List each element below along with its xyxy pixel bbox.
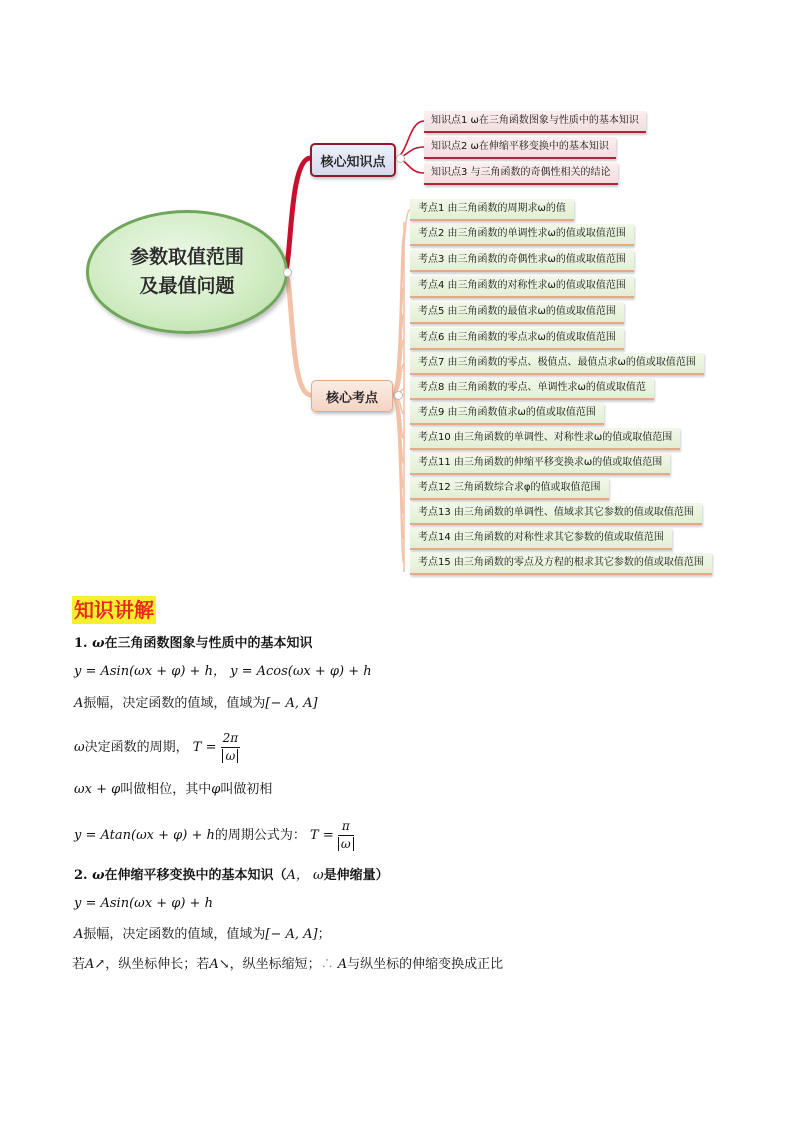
tan-expr: y = Atan(ωx + φ) + h <box>74 828 215 843</box>
s2-amplitude-var: A <box>74 927 84 942</box>
exam-point-2[interactable]: 考点2 由三角函数的单调性求ω的值或取值范围 <box>410 224 634 246</box>
tan-fraction <box>338 818 354 853</box>
section1-phase <box>74 780 272 800</box>
section2-heading <box>74 866 389 886</box>
exam-point-1[interactable]: 考点1 由三角函数的周期求ω的值 <box>410 199 574 221</box>
hub-core-exam-points[interactable]: 核心考点 <box>311 380 393 412</box>
knowledge-point-3[interactable]: 知识点3 与三角函数的奇偶性相关的结论 <box>424 163 618 185</box>
amplitude-range: [− A, A] <box>265 696 318 711</box>
knowledge-connectors <box>394 121 424 173</box>
phase-text2: 叫做初相 <box>220 782 273 797</box>
section2-heading-text: 在伸缩平移变换中的基本知识（ <box>104 868 287 883</box>
tan-denominator: ω <box>338 837 354 851</box>
period-T: T = <box>192 740 217 755</box>
hub-core-knowledge[interactable]: 核心知识点 <box>310 143 396 177</box>
tan-text: 的周期公式为： <box>214 828 306 843</box>
collapse-toggle-knowledge[interactable] <box>396 154 405 163</box>
exam-point-7[interactable]: 考点7 由三角函数的零点、极值点、最值点求ω的值或取值范围 <box>410 353 704 375</box>
phase-text1: 叫做相位，其中 <box>120 782 212 797</box>
exam-point-12[interactable]: 考点12 三角函数综合求φ的值或取值范围 <box>410 478 609 500</box>
amplitude-var: A <box>74 696 84 711</box>
rule-A2: A <box>209 957 219 972</box>
rule-part2: ↗，纵坐标伸长；若 <box>94 957 210 972</box>
collapse-toggle-root[interactable] <box>283 268 292 277</box>
section1-heading-text: 在三角函数图象与性质中的基本知识 <box>104 636 313 651</box>
rule-A1: A <box>85 957 95 972</box>
knowledge-point-1[interactable]: 知识点1 ω在三角函数图象与性质中的基本知识 <box>424 111 646 133</box>
exam-point-9[interactable]: 考点9 由三角函数值求ω的值或取值范围 <box>410 403 604 425</box>
exam-point-4[interactable]: 考点4 由三角函数的对称性求ω的值或取值范围 <box>410 276 634 298</box>
exam-point-5[interactable]: 考点5 由三角函数的最值求ω的值或取值范围 <box>410 302 624 324</box>
section-title: 知识讲解 <box>74 598 154 622</box>
exam-point-13[interactable]: 考点13 由三角函数的单调性、值域求其它参数的值或取值范围 <box>410 503 702 525</box>
section2-heading-tail: 是伸缩量） <box>323 868 389 883</box>
section1-omega: ω <box>92 636 105 651</box>
rule-A3: A <box>337 957 348 972</box>
tan-T: T = <box>310 828 334 843</box>
rule-part4: 与纵坐标的伸缩变换成正比 <box>347 957 504 972</box>
exam-point-10[interactable]: 考点10 由三角函数的单调性、对称性求ω的值或取值范围 <box>410 428 680 450</box>
section1-formula: y = Asin(ωx + φ) + h， y = Acos(ωx + φ) + h <box>74 664 372 679</box>
section1-amplitude <box>74 694 318 714</box>
section2-number: 2. <box>74 868 88 883</box>
mindmap-root[interactable] <box>86 210 288 334</box>
root-title-line2: 及最值问题 <box>139 275 235 297</box>
rule-part3: ↘，纵坐标缩短； <box>218 957 321 972</box>
phase-expr: ωx + φ <box>74 782 121 797</box>
section1-tan-period <box>74 818 354 853</box>
exam-point-11[interactable]: 考点11 由三角函数的伸缩平移变换求ω的值或取值范围 <box>410 453 670 475</box>
section1-number: 1. <box>74 636 88 651</box>
s2-amplitude-range: [− A, A] <box>265 927 318 942</box>
knowledge-point-2[interactable]: 知识点2 ω在伸缩平移变换中的基本知识 <box>424 137 616 159</box>
section1-heading <box>74 634 313 654</box>
therefore-symbol: ∴ <box>320 957 334 972</box>
period-denominator: ω <box>222 749 238 763</box>
section1-period <box>74 730 240 765</box>
section2-omega: ω <box>92 868 105 883</box>
period-fraction <box>221 730 241 765</box>
exam-point-15[interactable]: 考点15 由三角函数的零点及方程的根求其它参数的值或取值范围 <box>410 553 712 575</box>
branch-exam <box>284 272 311 395</box>
section2-formula: y = Asin(ωx + φ) + h <box>74 896 213 911</box>
omega-var: ω <box>74 740 85 755</box>
phase-phi: φ <box>211 782 221 797</box>
amplitude-text: 振幅，决定函数的值域，值域为 <box>83 696 266 711</box>
s2-amplitude-text: 振幅，决定函数的值域，值域为 <box>83 927 266 942</box>
period-numerator: 2π <box>221 730 241 748</box>
branch-knowledge <box>284 158 310 272</box>
rule-part1: 若 <box>72 957 86 972</box>
period-text: 决定函数的周期， <box>84 740 189 755</box>
root-title-line1: 参数取值范围 <box>129 246 244 268</box>
exam-point-8[interactable]: 考点8 由三角函数的零点、单调性求ω的值或取值范 <box>410 378 654 400</box>
exam-point-3[interactable]: 考点3 由三角函数的奇偶性求ω的值或取值范围 <box>410 250 634 272</box>
exam-point-14[interactable]: 考点14 由三角函数的对称性求其它参数的值或取值范围 <box>410 528 672 550</box>
exam-point-6[interactable]: 考点6 由三角函数的零点求ω的值或取值范围 <box>410 328 624 350</box>
s2-amplitude-end: ； <box>317 927 331 942</box>
section2-amplitude <box>74 925 331 945</box>
section2-vars: A， ω <box>286 868 324 883</box>
collapse-toggle-exam[interactable] <box>394 391 403 400</box>
section2-stretch-rule <box>72 955 503 975</box>
tan-numerator: π <box>338 818 354 836</box>
